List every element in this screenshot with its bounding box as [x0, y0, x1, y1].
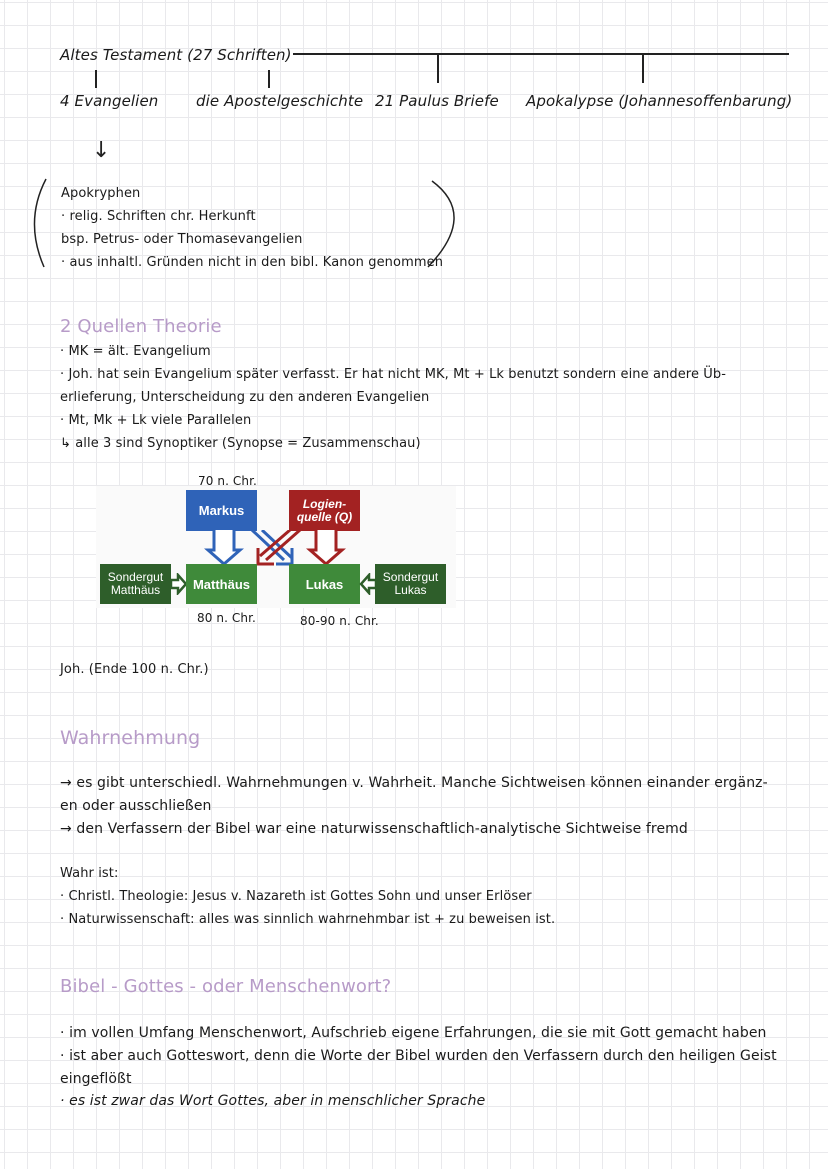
- quellen-line: erlieferung, Unterscheidung zu den anderen Evangelien: [60, 390, 430, 405]
- tree-branch-line: [268, 70, 270, 88]
- logienquelle-line2: quelle (Q): [296, 509, 353, 524]
- apokryphen-line: bsp. Petrus- oder Thomasevangelien: [61, 232, 303, 247]
- bibel-line: · es ist zwar das Wort Gottes, aber in menschlicher Sprache: [60, 1093, 486, 1109]
- tree-branch-line: [642, 53, 644, 83]
- branch-apostelgeschichte: die Apostelgeschichte: [196, 92, 364, 110]
- sondergut-mt-line2: Matthäus: [110, 583, 161, 597]
- branch-apokalypse: Apokalypse (Johannesoffenbarung): [526, 92, 793, 110]
- source-arrows-icon: [180, 530, 380, 566]
- wahr-ist-line: · Christl. Theologie: Jesus v. Nazareth ist Gottes Sohn und unser Erlöser: [60, 889, 532, 904]
- quellen-line: · MK = ält. Evangelium: [60, 344, 211, 359]
- bibel-line: eingeflößt: [60, 1071, 132, 1087]
- wahrnehmung-line: → den Verfassern der Bibel war eine naturwissenschaftlich-analytische Sichtweise fremd: [60, 821, 688, 837]
- sondergut-mt-line1: Sondergut: [107, 570, 164, 584]
- box-lukas: Lukas: [289, 564, 360, 604]
- bibel-line: · ist aber auch Gotteswort, denn die Worte der Bibel wurden den Verfassern durch den heiligen Geist: [60, 1048, 777, 1064]
- bibel-line: · im vollen Umfang Menschenwort, Aufschrieb eigene Erfahrungen, die sie mit Gott gemacht haben: [60, 1025, 767, 1041]
- wahr-ist-label: Wahr ist:: [60, 866, 119, 881]
- lukas-date: 80-90 n. Chr.: [300, 614, 379, 628]
- matthaeus-date: 80 n. Chr.: [197, 611, 256, 625]
- section-heading: 2 Quellen Theorie: [60, 316, 222, 337]
- quellen-line: · Joh. hat sein Evangelium später verfasst. Er hat nicht MK, Mt + Lk benutzt sondern eine andere Üb-: [60, 367, 727, 382]
- quellen-line: ↳ alle 3 sind Synoptiker (Synopse = Zusammenschau): [60, 436, 421, 451]
- section-heading: Wahrnehmung: [60, 727, 201, 749]
- testament-title: Altes Testament (27 Schriften): [60, 46, 292, 64]
- branch-paulus-briefe: 21 Paulus Briefe: [375, 92, 499, 110]
- box-markus: Markus: [186, 490, 257, 531]
- tree-horizontal-line: [293, 53, 789, 55]
- wahr-ist-line: · Naturwissenschaft: alles was sinnlich wahrnehmbar ist + zu beweisen ist.: [60, 912, 556, 927]
- section-heading: Bibel - Gottes - oder Menschenwort?: [60, 976, 392, 997]
- apokryphen-title: Apokryphen: [61, 186, 141, 201]
- arrow-down-icon: ↓: [92, 138, 111, 163]
- box-sondergut-lukas: [375, 564, 446, 604]
- apokryphen-line: · aus inhaltl. Gründen nicht in den bibl. Kanon genommen: [61, 255, 444, 270]
- markus-date: 70 n. Chr.: [198, 474, 257, 488]
- apokryphen-line: · relig. Schriften chr. Herkunft: [61, 209, 256, 224]
- johannes-date: Joh. (Ende 100 n. Chr.): [60, 662, 209, 677]
- box-logienquelle: [289, 490, 360, 531]
- tree-branch-line: [95, 70, 97, 88]
- wahrnehmung-line: en oder ausschließen: [60, 798, 212, 814]
- branch-evangelien: 4 Evangelien: [60, 92, 159, 110]
- tree-branch-line: [437, 53, 439, 83]
- wahrnehmung-line: → es gibt unterschiedl. Wahrnehmungen v. Wahrheit. Manche Sichtweisen können einander ergänz-: [60, 775, 768, 791]
- sondergut-lk-line1: Sondergut: [382, 570, 439, 584]
- logienquelle-line1: Logien-: [302, 496, 347, 511]
- box-sondergut-matthaeus: [100, 564, 171, 604]
- box-matthaeus: Matthäus: [186, 564, 257, 604]
- quellen-line: · Mt, Mk + Lk viele Parallelen: [60, 413, 252, 428]
- sondergut-lk-line2: Lukas: [394, 583, 427, 597]
